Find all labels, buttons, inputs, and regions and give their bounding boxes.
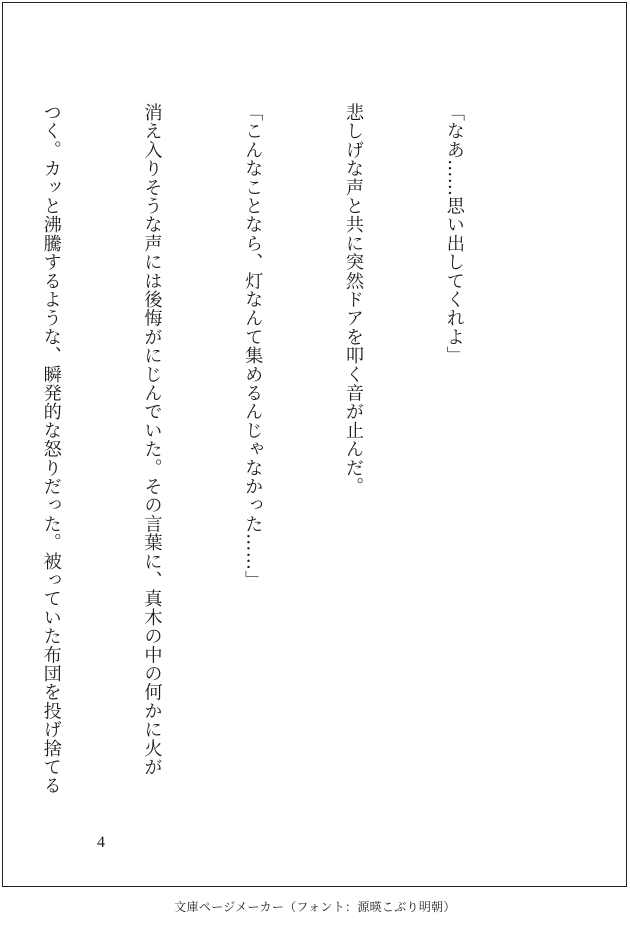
book-page bbox=[2, 2, 627, 887]
text-line: 「なあ……思い出してくれよ」 bbox=[443, 103, 465, 365]
text-line: つく。カッと沸騰するような、瞬発的な怒りだった。被っていた布団を投げ捨てる bbox=[40, 103, 62, 795]
text-line: 「こんなことなら、灯なんて集めるんじゃなかった……」 bbox=[242, 103, 264, 590]
text-line: 悲しげな声と共に突然ドアを叩く音が止んだ。 bbox=[343, 103, 365, 496]
footer-credit: 文庫ページメーカー（フォント：源暎こぶり明朝） bbox=[174, 900, 456, 914]
text-line: 消え入りそうな声には後悔がにじんでいた。その言葉に、真木の中の何かに火が bbox=[141, 103, 163, 777]
page-number: 4 bbox=[97, 834, 105, 851]
vertical-text-body bbox=[0, 103, 538, 833]
